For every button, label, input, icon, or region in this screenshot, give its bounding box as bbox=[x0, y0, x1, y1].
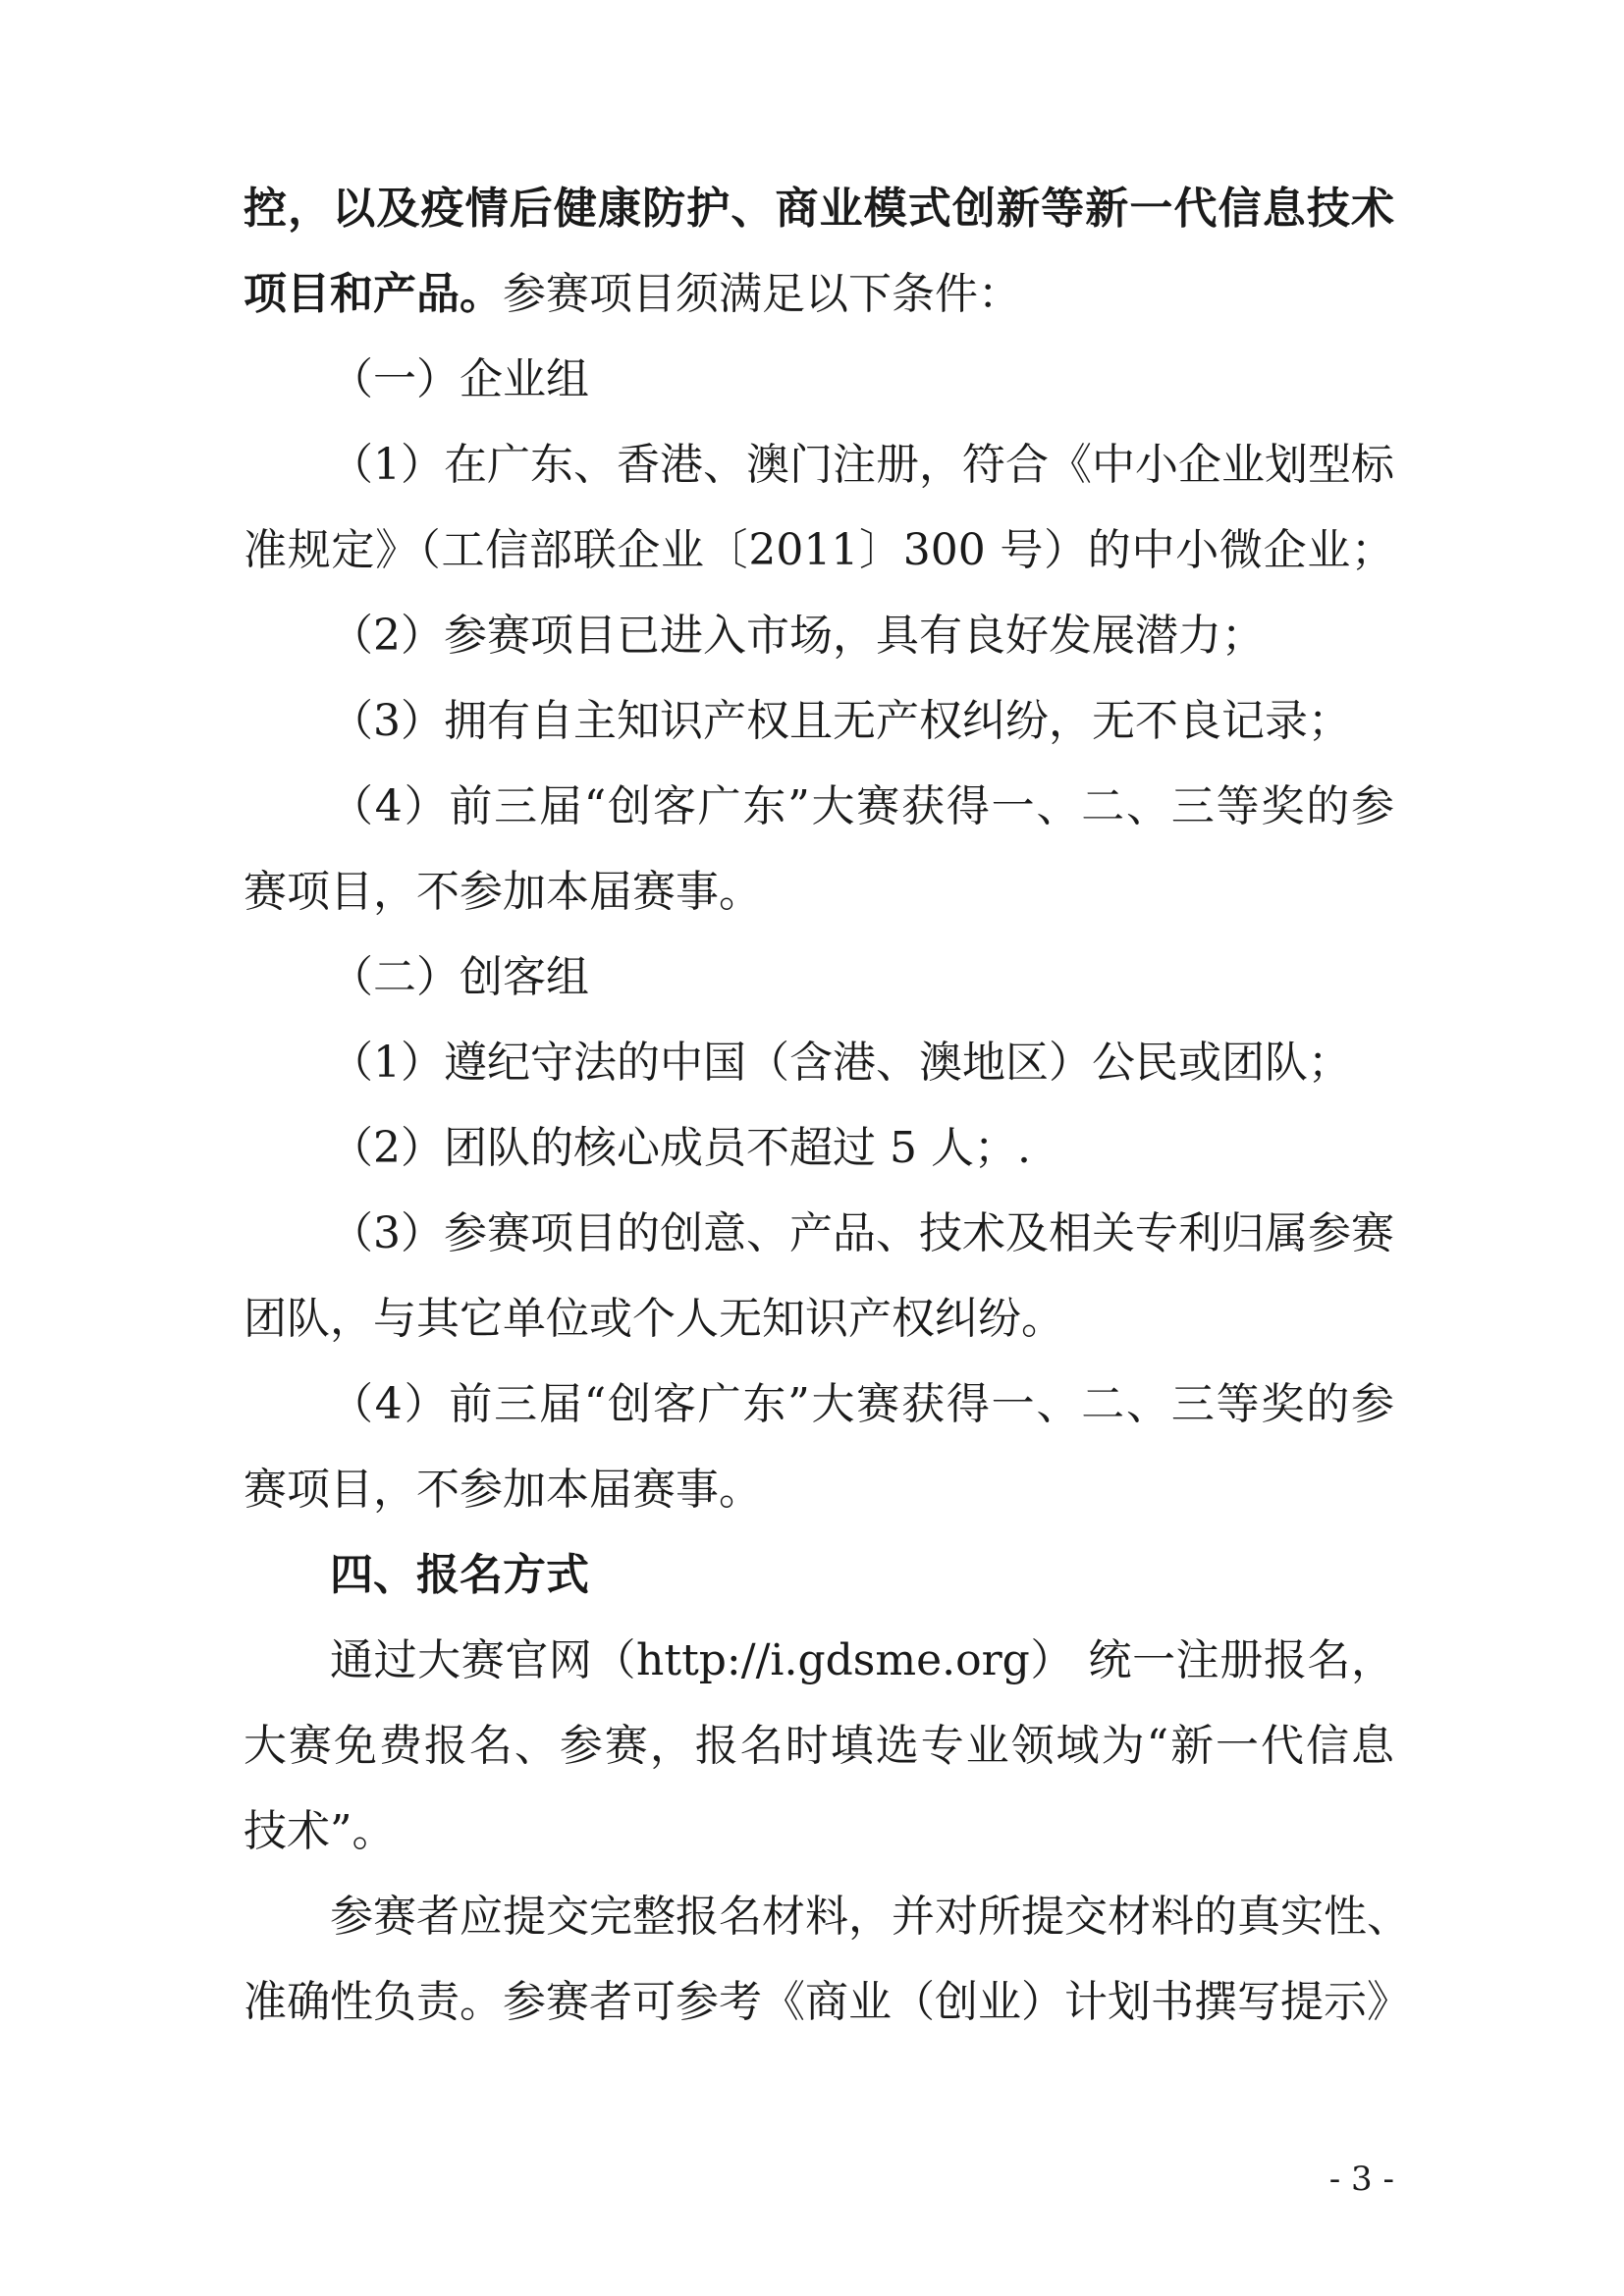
enterprise-item-4: （4）前三届“创客广东”大赛获得一、二、三等奖的参 bbox=[330, 781, 1394, 831]
enterprise-item-2: （2）参赛项目已进入市场，具有良好发展潜力； bbox=[330, 611, 1265, 661]
body-line-2-bold: 项目和产品。 bbox=[244, 269, 503, 319]
section-heading-enterprise: （一）企业组 bbox=[330, 354, 589, 404]
maker-item-2: （2）团队的核心成员不超过 5 人；. bbox=[330, 1123, 1031, 1173]
maker-item-1: （1）遵纪守法的中国（含港、澳地区）公民或团队； bbox=[330, 1038, 1351, 1088]
body-line-2-regular: 参赛项目须满足以下条件： bbox=[503, 269, 1021, 319]
maker-item-4-cont: 赛项目，不参加本届赛事。 bbox=[244, 1465, 762, 1515]
enterprise-item-3: （3）拥有自主知识产权且无产权纠纷，无不良记录； bbox=[330, 696, 1351, 746]
page-number: - 3 - bbox=[1328, 2160, 1394, 2199]
registration-para-1-cont: 大赛免费报名、参赛，报名时填选专业领域为“新一代信息 bbox=[244, 1721, 1394, 1771]
registration-para-1: 通过大赛官网（http://i.gdsme.org） 统一注册报名， bbox=[330, 1635, 1394, 1685]
maker-item-3-cont: 团队，与其它单位或个人无知识产权纠纷。 bbox=[244, 1294, 1064, 1344]
body-line-2 bbox=[244, 260, 1394, 329]
body-line-1: 控，以及疫情后健康防护、商业模式创新等新一代信息技术 bbox=[244, 184, 1394, 234]
registration-para-2-cont: 准确性负责。参赛者可参考《商业（创业）计划书撰写提示》 bbox=[244, 1977, 1410, 2027]
maker-item-4: （4）前三届“创客广东”大赛获得一、二、三等奖的参 bbox=[330, 1379, 1394, 1429]
enterprise-item-1: （1）在广东、香港、澳门注册，符合《中小企业划型标 bbox=[330, 440, 1394, 490]
enterprise-item-4-cont: 赛项目，不参加本届赛事。 bbox=[244, 867, 762, 917]
section-heading-maker: （二）创客组 bbox=[330, 952, 589, 1002]
registration-para-1-end: 技术”。 bbox=[244, 1806, 396, 1856]
registration-para-2: 参赛者应提交完整报名材料，并对所提交材料的真实性、 bbox=[330, 1892, 1410, 1942]
maker-item-3: （3）参赛项目的创意、产品、技术及相关专利归属参赛 bbox=[330, 1208, 1394, 1258]
enterprise-item-1-cont: 准规定》（工信部联企业〔2011〕300 号）的中小微企业； bbox=[244, 525, 1394, 575]
section-heading-registration: 四、报名方式 bbox=[330, 1550, 589, 1600]
